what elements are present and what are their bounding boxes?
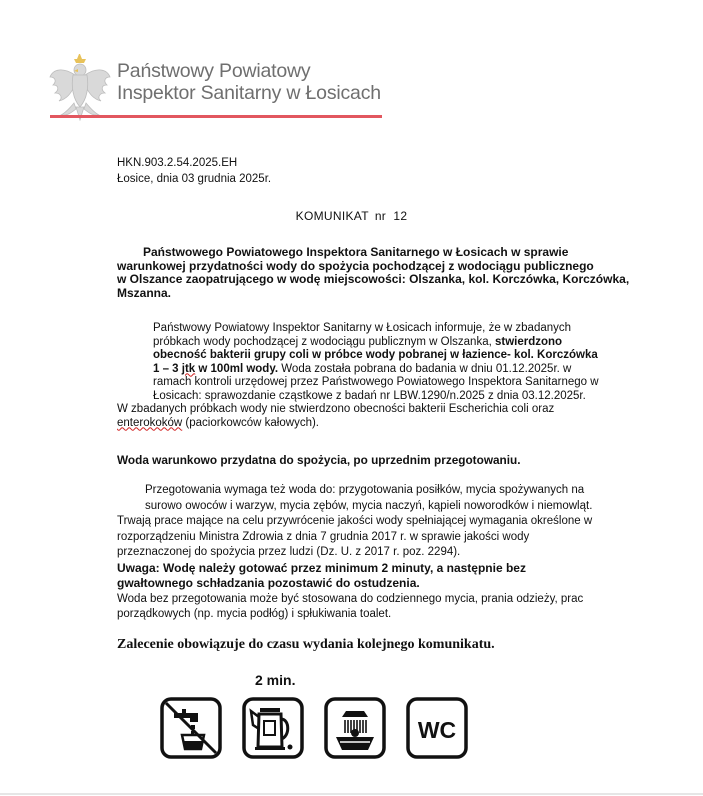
boil-kettle-icon xyxy=(242,697,304,759)
document-date: Łosice, dnia 03 grudnia 2025r. xyxy=(117,173,272,185)
institution-name-line2: Inspektor Sanitarny w Łosicach xyxy=(117,82,381,104)
coliform-finding: stwierdzono obecność bakterii grupy coli w próbce wody pobranej w łazience- kol. Korczówka 1 – 3 jtk w 100ml wody. xyxy=(153,335,598,375)
title-number: nr 12 xyxy=(374,209,408,223)
heading-line: Państwowego Powiatowego Inspektora Sanitarnego w Łosicach w sprawie xyxy=(143,245,569,259)
info-paragraph-1: Państwowy Powiatowy Inspektor Sanitarny w Łosicach informuje, że w zbadanych próbkach wody pochodzącej z wodociągu publicznym w Olszanka, stwierdzono obecność bakterii grupy coli w próbce wody pobranej w łazience- kol. Korczówka 1 – 3 jtk w 100ml wody. Woda została pobrana do badania w dniu 01.12.2025r. w ramach kontroli urzędowej przez Państwowego Powiatowego Inspektora Sanitarnego w Łosicach: sprawozdanie cząstkowe z badań nr LBW.1290/n.2025 z dnia 03.12.2025r. xyxy=(153,322,599,402)
boil-paragraph-2: Trwają prace mające na celu przywrócenie jakości wody spełniającej wymagania określone w rozporządzeniu Ministra Zdrowia z dnia 7 grudnia 2017 r. w sprawie jakości wody przeznaczonej do spożycia przez ludzi (Dz. U. z 2017 r. poz. 2294). xyxy=(117,515,593,558)
heading-line: w Olszance zaopatrującego w wodę miejscowości: Olszanka, kol. Korczówka, Korczówka, xyxy=(117,272,630,286)
polish-eagle-emblem-icon xyxy=(49,53,111,121)
document-title xyxy=(0,209,703,223)
heading-line: warunkowej przydatności wody do spożycia pochodzącej z wodociągu publicznego xyxy=(117,258,594,273)
boil-paragraph-4: Woda bez przegotowania może być stosowana do codziennego mycia, prania odzieży, prac porządkowych (np. mycia podłóg) i spłukiwania toalet. xyxy=(117,592,584,620)
boiling-guidance xyxy=(117,483,602,623)
recommendation: Zalecenie obowiązuje do czasu wydania kolejnego komunikatu. xyxy=(117,637,495,652)
info-paragraph-2: W zbadanych próbkach wody nie stwierdzono obecności bakterii Escherichia coli oraz enterokoków (paciorkowców kałowych). xyxy=(117,403,555,429)
wc-label: WC xyxy=(417,717,457,743)
boil-paragraph-1: Przegotowania wymaga też woda do: przygotowania posiłków, mycia spożywanych na surowo owoców i warzyw, mycia zębów, mycia naczyń, kąpieli noworodków i niemowląt. xyxy=(145,484,593,512)
wc-icon xyxy=(406,697,468,759)
shower-icon xyxy=(324,697,386,759)
title-label: KOMUNIKAT xyxy=(295,209,369,223)
page-bottom-rule xyxy=(0,793,703,795)
water-status: Woda warunkowo przydatna do spożycia, po uprzednim przegotowaniu. xyxy=(117,453,521,467)
inspection-info xyxy=(117,322,602,430)
boil-time-label: 2 min. xyxy=(255,672,296,688)
heading-line: Mszanna. xyxy=(117,285,172,300)
header-accent-bar xyxy=(50,115,382,118)
institution-name-line1: Państwowy Powiatowy xyxy=(117,60,311,82)
boil-warning: Uwaga: Wodę należy gotować przez minimum 2 minuty, a następnie bez gwałtownego schładzania pozostawić do ostudzenia. xyxy=(117,560,526,590)
no-tap-water-icon xyxy=(160,697,222,759)
document-reference: HKN.903.2.54.2025.EH xyxy=(117,157,238,169)
announcement-heading xyxy=(117,245,630,300)
